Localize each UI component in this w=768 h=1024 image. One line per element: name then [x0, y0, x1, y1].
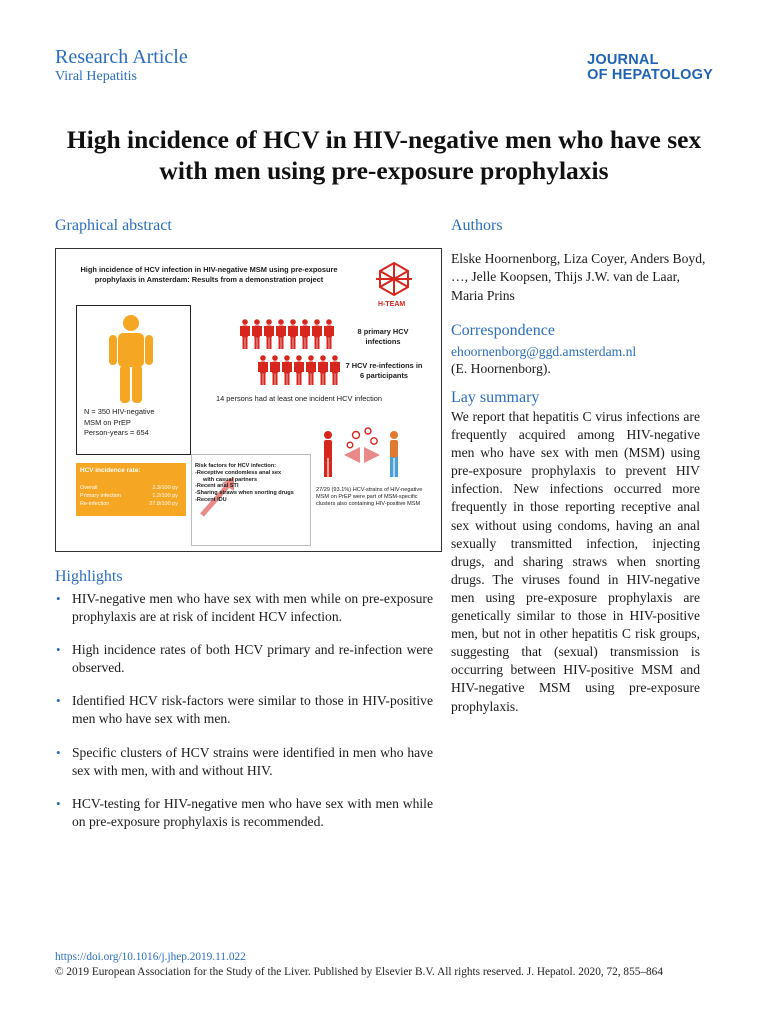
correspondence-heading: Correspondence [451, 322, 555, 339]
incidence-box [76, 463, 186, 516]
incidence-row [80, 501, 182, 507]
incidence-row-value: 1.2/100 py [152, 493, 178, 499]
journal-logo-line1: JOURNAL [587, 52, 659, 68]
cohort-line3: Person-years = 654 [84, 428, 149, 438]
incidence-row-label: Primary infection [80, 493, 121, 499]
risk-factors-text [195, 463, 310, 504]
highlight-item: • HCV-testing for HIV-negative men who have sex with men while on pre-exposure prophylaxis is recommended. [55, 795, 433, 831]
article-title: High incidence of HCV in HIV-negative men who have sex with men using pre-exposure prophylaxis [66, 125, 702, 185]
primary-infection-people-icon [240, 319, 340, 355]
highlight-item: • Identified HCV risk-factors were similar to those in HIV-positive men who have sex with men. [55, 692, 433, 728]
incidence-row-value: 27.8/100 py [149, 501, 178, 507]
hteam-logo-text: H-TEAM [378, 301, 406, 308]
highlights-list [55, 590, 433, 846]
incident-persons-label: 14 persons had at least one incident HCV infection [216, 394, 382, 403]
incidence-heading: HCV incidence rate: [80, 467, 141, 474]
doi-link[interactable]: https://doi.org/10.1016/j.jhep.2019.11.022 [55, 951, 246, 963]
correspondence-email-link[interactable]: ehoornenborg@ggd.amsterdam.nl [451, 344, 637, 359]
transmission-illustration-icon [316, 427, 416, 483]
primary-infections-label: 8 primary HCV infections [357, 327, 409, 346]
clusters-text: 27/29 (93.1%) HCV-strains of HIV-negative MSM on PrEP were part of MSM-specific clusters also containing HIV-positive MSM [316, 487, 423, 508]
copyright-text: © 2019 European Association for the Study of the Liver. Published by Elsevier B.V. All rights reserved. J. Hepatol. 2020, 72, 855–864 [55, 966, 663, 978]
highlights-heading: Highlights [55, 568, 123, 585]
cohort-text [84, 407, 154, 439]
graphical-abstract-heading: Graphical abstract [55, 217, 172, 234]
hteam-logo-icon [374, 259, 414, 299]
correspondence-name: (E. Hoornenborg). [451, 361, 551, 376]
article-type: Research Article [55, 46, 188, 68]
person-orange-icon [96, 313, 166, 405]
ga-title: High incidence of HCV infection in HIV-negative MSM using pre-exposure prophylaxis in Amsterdam: Results from a demonstration project [80, 265, 338, 285]
incidence-row-value: 2.3/100 py [152, 485, 178, 491]
lay-summary-heading: Lay summary [451, 389, 540, 406]
incidence-row-label: Overall [80, 485, 98, 491]
graphical-abstract-figure[interactable] [55, 248, 442, 552]
incidence-row [80, 485, 182, 491]
authors-heading: Authors [451, 217, 503, 234]
risk-item: -Sharing straws when snorting drugs [195, 490, 294, 497]
cohort-line1: N = 350 HIV-negative [84, 407, 155, 416]
cohort-line2: MSM on PrEP [84, 417, 131, 427]
highlight-item: • HIV-negative men who have sex with men while on pre-exposure prophylaxis are at risk of incident HCV infection. [55, 590, 433, 626]
risk-item: -Receptive condomless anal sex [195, 469, 282, 476]
risk-heading: Risk factors for HCV infection: [195, 463, 277, 469]
article-subtype: Viral Hepatitis [55, 69, 137, 84]
risk-item: -Recent IDU [195, 496, 227, 503]
highlight-item: • Specific clusters of HCV strains were identified in men who have sex with men, with and without HIV. [55, 744, 433, 780]
lay-summary-text: We report that hepatitis C virus infections are frequently acquired among HIV-negative men who have sex with men (MSM) using pre-exposure prophylaxis to prevent HIV infection. New infections occurred more frequently in those reporting receptive anal sex without using condoms, having an anal sexually transmitted infection, injecting drugs, and sharing straws when snorting drugs. The viruses found in HIV-negative men using pre-exposure prophylaxis are genetically similar to those in HIV-positive men, but not in other hepatitis C risk groups, suggesting that (sexual) transmission is occurring between HIV-positive MSM and HIV-negative MSM using pre-exposure prophylaxis. [451, 409, 700, 714]
highlight-item: • High incidence rates of both HCV primary and re-infection were observed. [55, 641, 433, 677]
incidence-row [80, 493, 182, 499]
risk-item: -Recent anal STI [195, 483, 239, 490]
journal-logo[interactable] [587, 53, 713, 83]
incidence-row-label: Re-infection [80, 501, 110, 507]
reinfection-people-icon [258, 355, 348, 391]
authors-list: Elske Hoornenborg, Liza Coyer, Anders Boyd, …, Jelle Koopsen, Thijs J.W. van de Laar, Maria Prins [451, 251, 706, 303]
journal-logo-line2: OF HEPATOLOGY [587, 67, 713, 83]
risk-item: with casual partners [203, 476, 258, 483]
reinfections-label: 7 HCV re-infections in 6 participants [345, 361, 423, 380]
